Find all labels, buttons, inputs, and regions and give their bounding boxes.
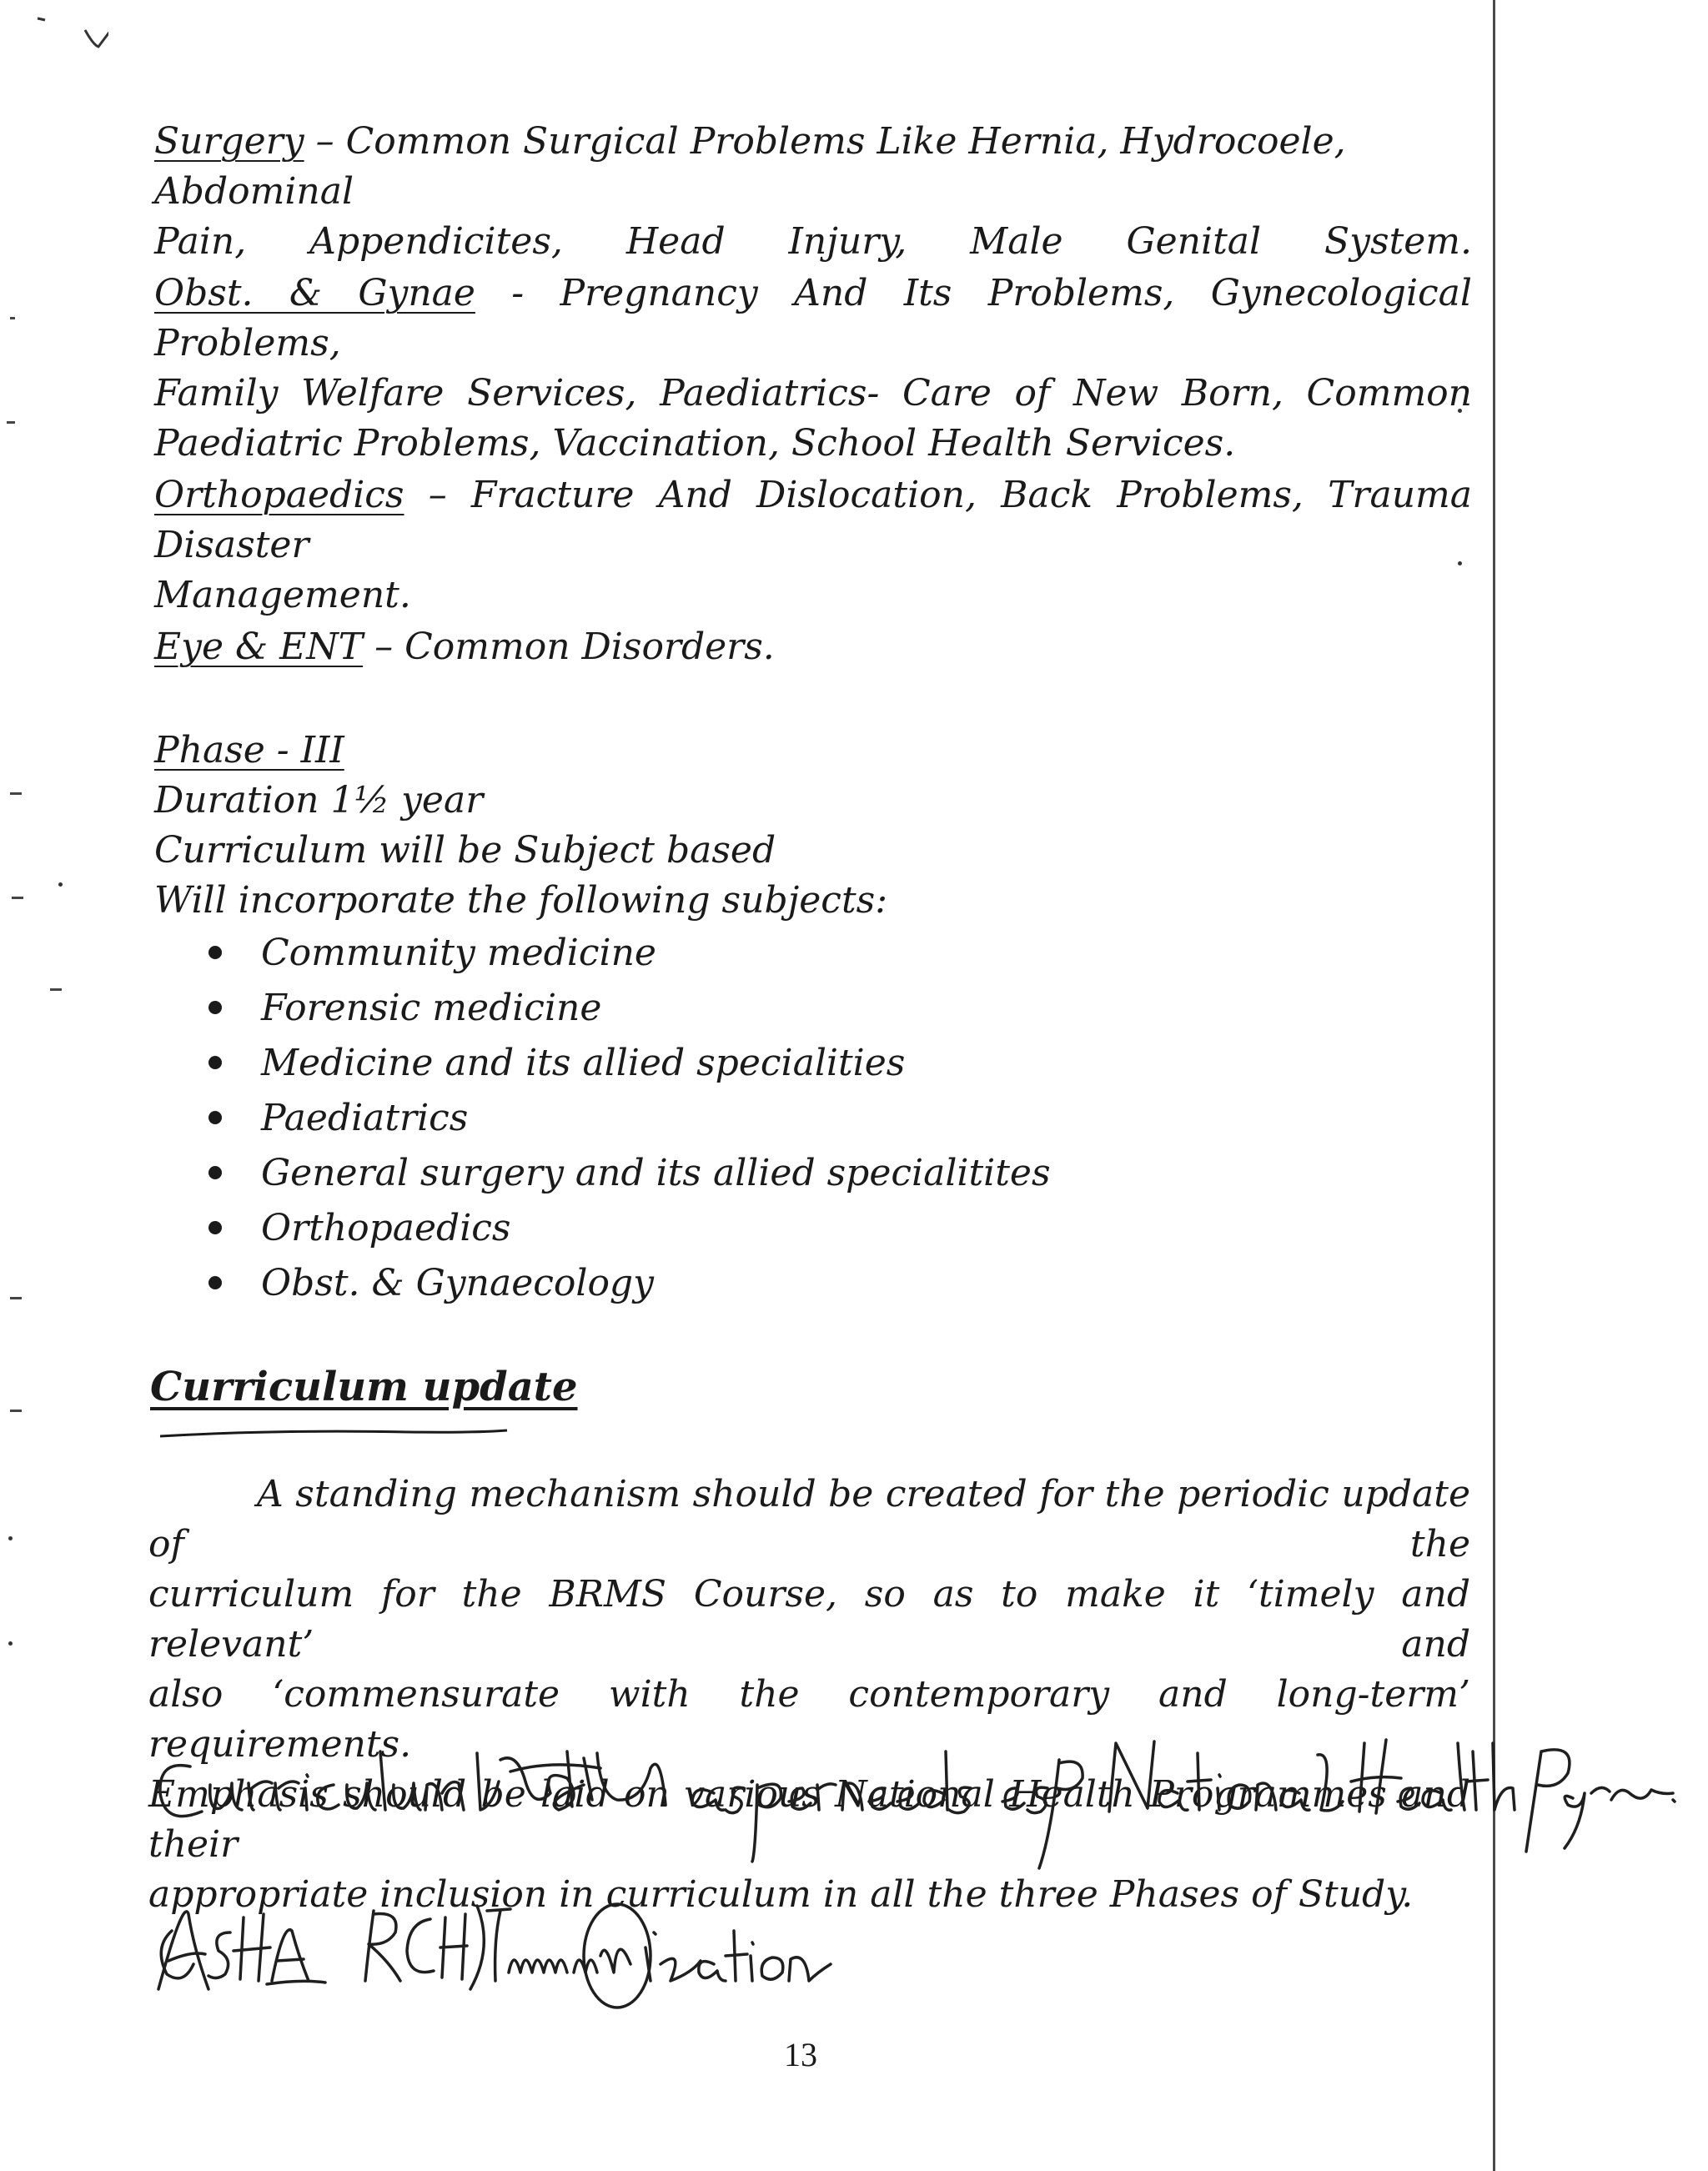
handwritten-annotation-line2 [150, 1881, 834, 2023]
subjects-list [154, 926, 1472, 1311]
phase-iii-section [154, 726, 1472, 1311]
margin-speck [12, 897, 23, 899]
subject-list-item [154, 1091, 1472, 1146]
surgery-word: Head [625, 220, 726, 263]
subject-list-item [154, 1036, 1472, 1091]
eye-ent-title: Eye & ENT [154, 626, 364, 668]
bullet-icon [208, 946, 222, 959]
obst-gynae-text-line2: Family Welfare Services, Paediatrics- Care of New Born, Common [154, 372, 1472, 415]
subject-list-item [154, 1146, 1472, 1201]
subject-label: Community medicine [261, 932, 656, 974]
margin-speck [10, 1410, 22, 1412]
paragraph-line: appropriate inclusion in curriculum in all the three Phases of Study. [148, 1873, 1414, 1916]
bullet-icon [208, 1276, 222, 1289]
orthopaedics-title: Orthopaedics [154, 474, 404, 516]
subject-label: Paediatrics [261, 1097, 469, 1139]
margin-speck [10, 792, 22, 795]
obst-gynae-section [154, 269, 1472, 469]
obst-gynae-text-line3: Paediatric Problems, Vaccination, School Health Services. [154, 422, 1236, 465]
handwritten-annotation-line1 [150, 1701, 1676, 1877]
margin-speck [10, 317, 15, 319]
bullet-icon [208, 1111, 222, 1124]
orthopaedics-section [154, 470, 1472, 621]
surgery-text-line2 [154, 217, 1472, 267]
margin-speck [7, 421, 15, 424]
bullet-icon [208, 1166, 222, 1179]
curriculum-update-heading [150, 1364, 578, 1410]
subject-label: Forensic medicine [261, 987, 602, 1029]
eye-ent-text: – Common Disorders. [374, 626, 775, 668]
subject-label: Medicine and its allied specialities [261, 1042, 906, 1084]
margin-speck [8, 1641, 13, 1646]
subject-list-item [154, 926, 1472, 981]
page-number: 13 [784, 2036, 817, 2073]
margin-speck [8, 1536, 13, 1540]
phase-duration: Duration 1½ year [154, 779, 484, 822]
subject-label: Orthopaedics [261, 1207, 511, 1249]
margin-speck [10, 1297, 22, 1299]
corner-tick-mark [33, 8, 108, 58]
heading-underline-swash [158, 1428, 509, 1440]
phase-incorporate-label: Will incorporate the following subjects: [154, 879, 888, 922]
paragraph-line: Emphasis should be laid on various National Health Programmes and their [148, 1773, 1470, 1866]
phase-title: Phase - III [154, 729, 344, 771]
subject-label: General surgery and its allied specialitites [261, 1152, 1051, 1194]
surgery-word: System. [1324, 220, 1472, 263]
paragraph-line: curriculum for the BRMS Course, so as to make it ‘timely and relevant’ and [148, 1573, 1470, 1666]
obst-gynae-title: Obst. & Gynae [154, 272, 475, 314]
surgery-word: Injury, [788, 220, 907, 263]
subject-list-item [154, 1256, 1472, 1311]
paragraph-line: also ‘commensurate with the contemporary and long-term’ requirements. [148, 1673, 1470, 1766]
eye-ent-section [154, 622, 1472, 672]
margin-speck [50, 988, 62, 991]
surgery-word: Pain, [154, 220, 247, 263]
orthopaedics-text-line1: – Fracture And Dislocation, Back Problems, Trauma Disaster [154, 474, 1472, 566]
surgery-word: Male [970, 220, 1063, 263]
margin-speck [58, 882, 63, 887]
paragraph-line: A standing mechanism should be created for the periodic update of the [148, 1473, 1470, 1565]
surgery-word: Appendicites, [309, 220, 563, 263]
bullet-icon [208, 1056, 222, 1069]
curriculum-update-heading-text: Curriculum update [150, 1364, 578, 1410]
surgery-section [154, 117, 1472, 267]
subject-label: Obst. & Gynaecology [261, 1262, 654, 1304]
bullet-icon [208, 1221, 222, 1234]
phase-curriculum-basis: Curriculum will be Subject based [154, 829, 776, 872]
subject-list-item [154, 1201, 1472, 1256]
bullet-icon [208, 1001, 222, 1014]
surgery-title: Surgery [154, 120, 304, 163]
subject-list-item [154, 981, 1472, 1036]
obst-gynae-text-line1: - Pregnancy And Its Problems, Gynecological Problems, [154, 272, 1472, 364]
surgery-text-line1: – Common Surgical Problems Like Hernia, Hydrocoele, Abdominal [154, 120, 1346, 213]
orthopaedics-text-line2: Management. [154, 574, 411, 616]
surgery-word: Genital [1126, 220, 1262, 263]
